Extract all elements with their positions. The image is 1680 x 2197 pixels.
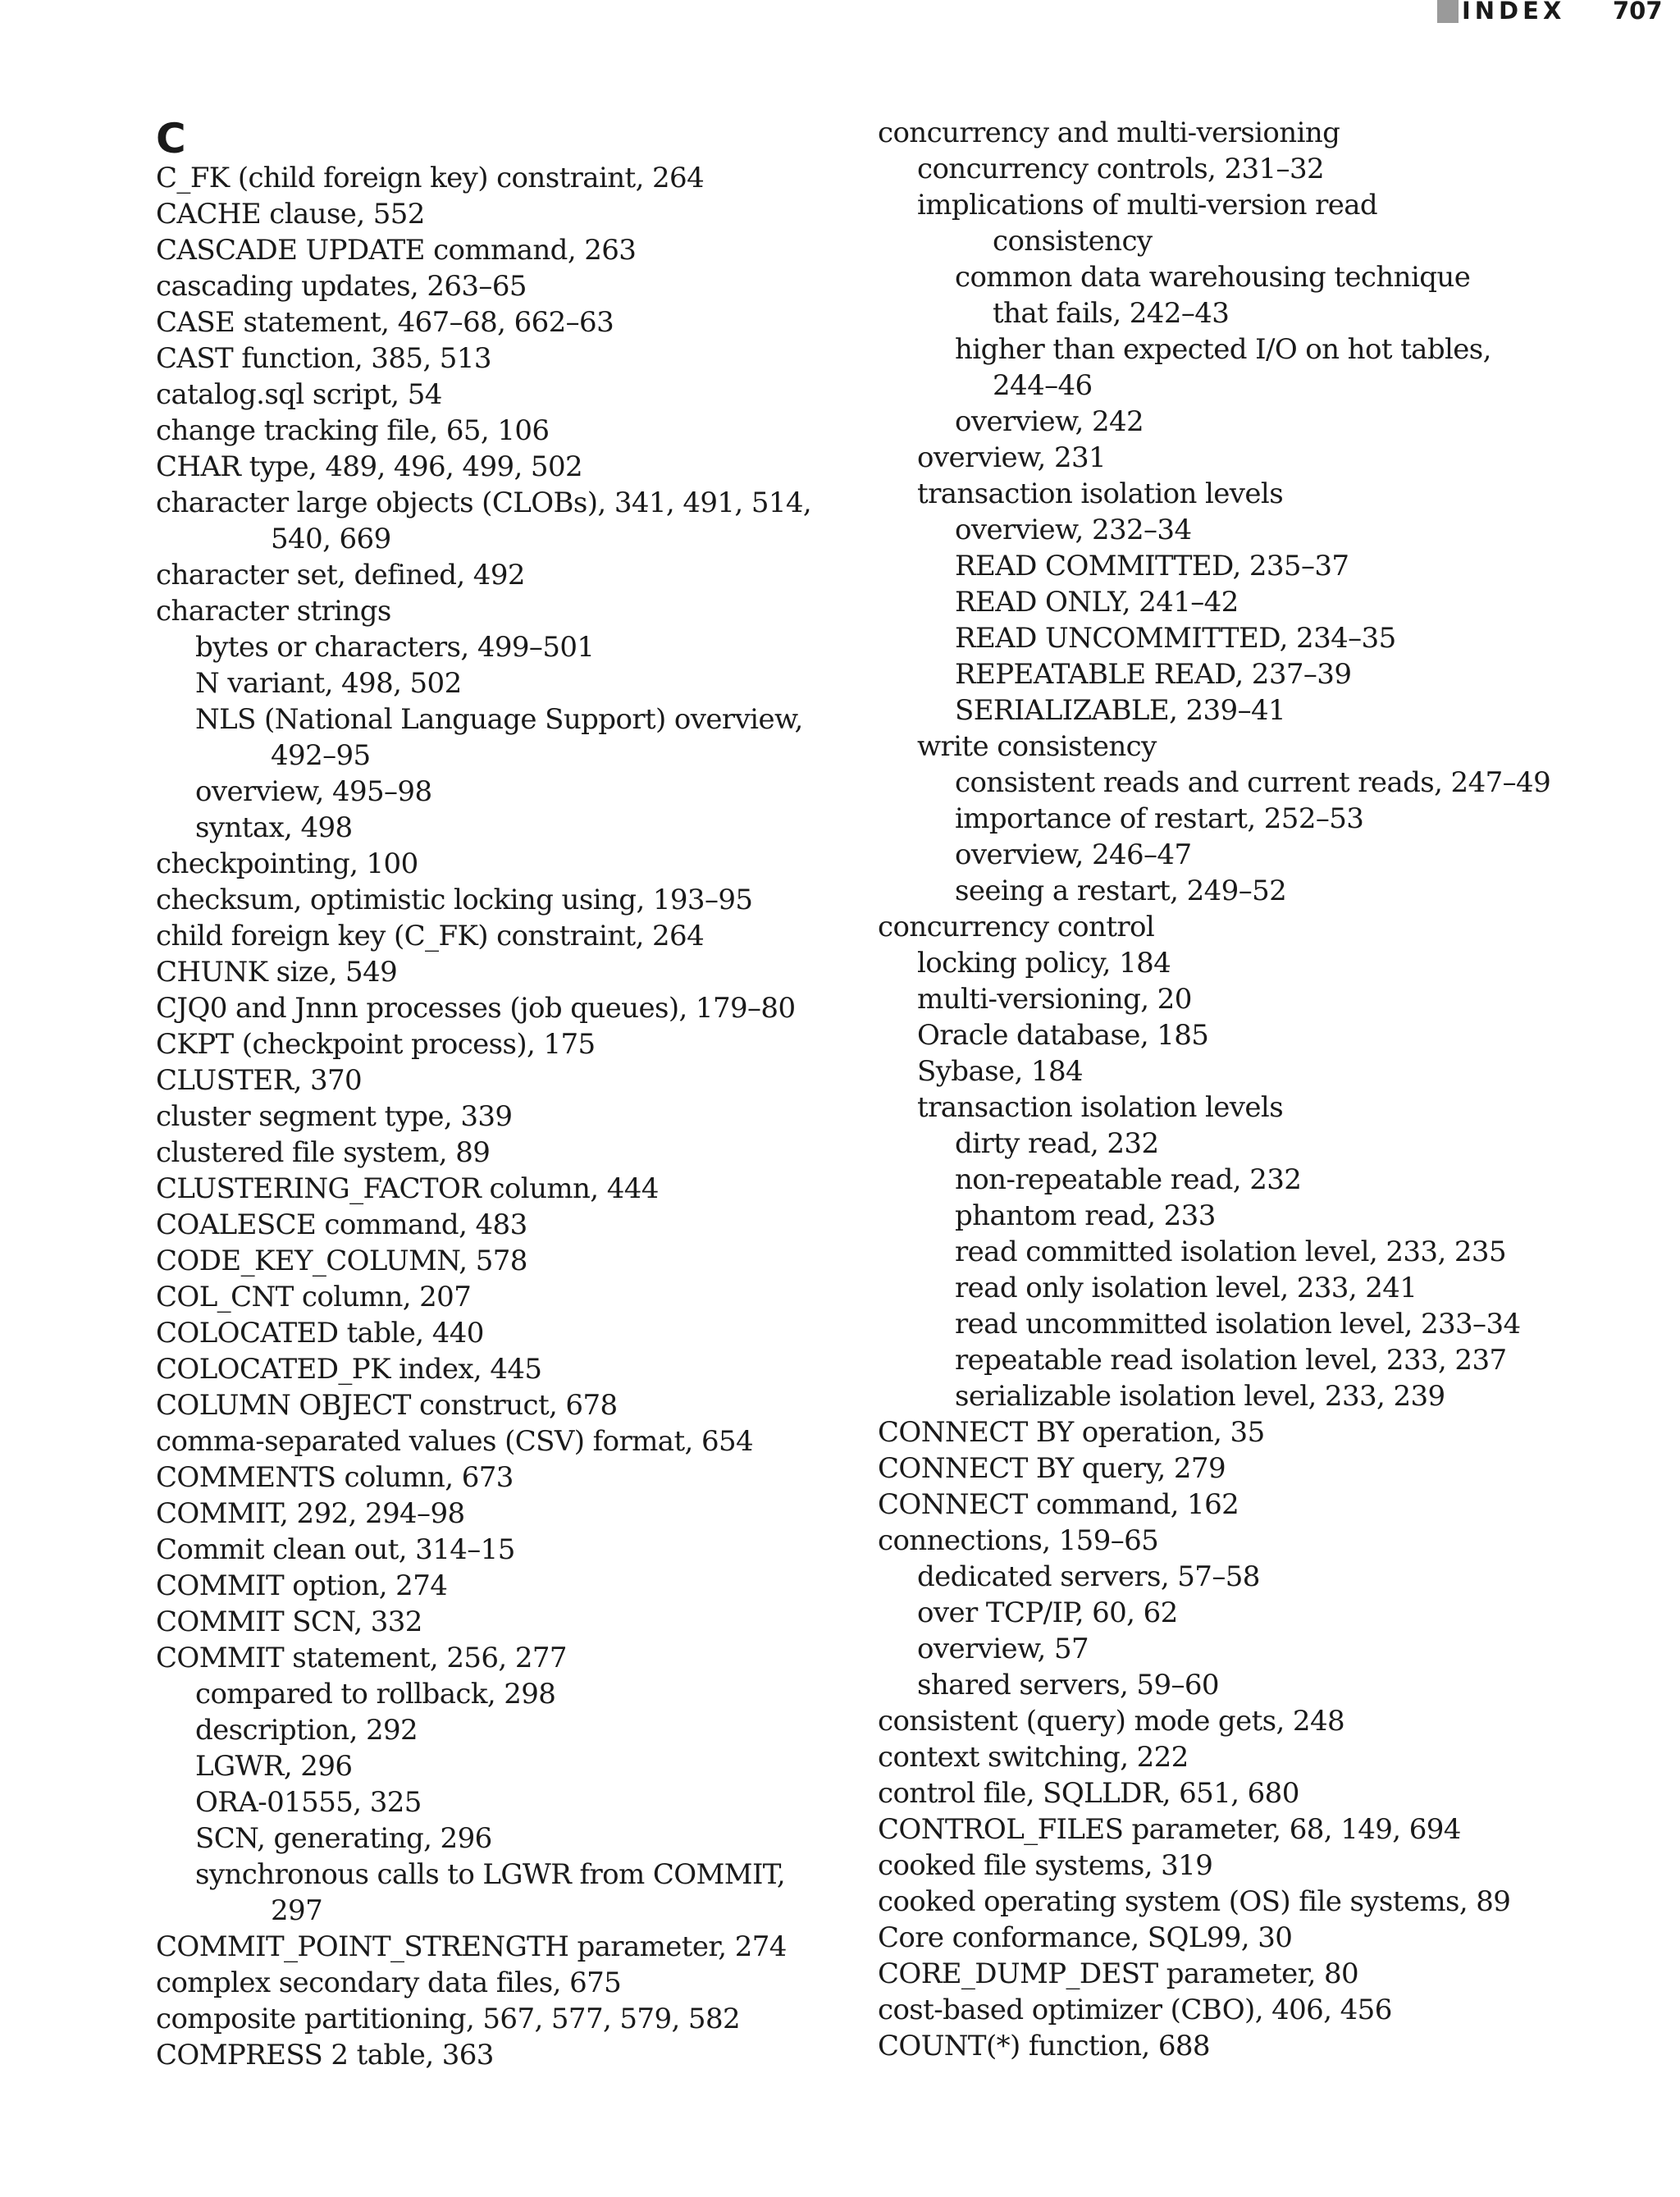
- index-subentry: Sybase, 184: [917, 1055, 1084, 1088]
- index-entry: child foreign key (C_FK) constraint, 264: [156, 920, 705, 952]
- index-entry: cascading updates, 263–65: [156, 270, 527, 303]
- index-subentry: write consistency: [917, 730, 1157, 763]
- index-entry: control file, SQLLDR, 651, 680: [878, 1777, 1299, 1810]
- index-subsubentry: seeing a restart, 249–52: [955, 875, 1287, 907]
- index-subsubentry: read only isolation level, 233, 241: [955, 1272, 1418, 1304]
- index-entry: COMMIT statement, 256, 277: [156, 1642, 567, 1674]
- index-subsubentry: READ UNCOMMITTED, 234–35: [955, 622, 1396, 655]
- index-entry: character set, defined, 492: [156, 559, 525, 592]
- index-entry: connections, 159–65: [878, 1524, 1159, 1557]
- index-subentry: syntax, 498: [195, 811, 353, 844]
- index-entry: CASE statement, 467–68, 662–63: [156, 306, 614, 339]
- running-header: [0, 0, 1680, 33]
- index-subsubentry: higher than expected I/O on hot tables,: [955, 333, 1491, 366]
- index-subentry: synchronous calls to LGWR from COMMIT,: [195, 1858, 786, 1891]
- index-entry-list: [156, 160, 861, 2073]
- index-subentry: dedicated servers, 57–58: [917, 1560, 1260, 1593]
- header-marker-bar: [1437, 0, 1459, 23]
- index-entry: COMMENTS column, 673: [156, 1461, 514, 1494]
- index-subsubentry: dirty read, 232: [955, 1127, 1159, 1160]
- index-entry: character strings: [156, 595, 391, 628]
- index-entry: Core conformance, SQL99, 30: [878, 1921, 1293, 1954]
- index-subsubentry: common data warehousing technique: [955, 261, 1471, 294]
- index-entry: CJQ0 and Jnnn processes (job queues), 179–80: [156, 992, 796, 1025]
- index-entry: CASCADE UPDATE command, 263: [156, 234, 637, 267]
- index-subentry: over TCP/IP, 60, 62: [917, 1596, 1178, 1629]
- index-subsubentry: importance of restart, 252–53: [955, 802, 1364, 835]
- index-entry: comma-separated values (CSV) format, 654: [156, 1425, 754, 1458]
- index-subsubentry: read committed isolation level, 233, 235: [955, 1236, 1506, 1268]
- index-subentry: overview, 57: [917, 1633, 1089, 1665]
- index-entry: CACHE clause, 552: [156, 198, 425, 231]
- index-subentry: implications of multi-version read: [917, 189, 1378, 222]
- index-subsubentry: READ ONLY, 241–42: [955, 586, 1239, 619]
- index-entry: COMMIT SCN, 332: [156, 1606, 422, 1638]
- index-entry: COUNT(*) function, 688: [878, 2030, 1210, 2062]
- index-subsubentry: READ COMMITTED, 235–37: [955, 550, 1349, 582]
- index-entry: CHUNK size, 549: [156, 956, 398, 989]
- index-entry: concurrency and multi-versioning: [878, 116, 1340, 149]
- index-entry-continuation: consistency: [993, 225, 1153, 258]
- index-entry: CHAR type, 489, 496, 499, 502: [156, 450, 583, 483]
- index-subsubentry: non-repeatable read, 232: [955, 1163, 1302, 1196]
- index-subentry: compared to rollback, 298: [195, 1678, 556, 1711]
- index-entry-continuation: 297: [271, 1894, 323, 1927]
- index-subentry: N variant, 498, 502: [195, 667, 462, 700]
- index-entry: COLOCATED table, 440: [156, 1317, 484, 1350]
- index-subsubentry: serializable isolation level, 233, 239: [955, 1380, 1445, 1413]
- index-entry: COMMIT_POINT_STRENGTH parameter, 274: [156, 1930, 787, 1963]
- index-subentry: LGWR, 296: [195, 1750, 353, 1783]
- index-entry: CLUSTER, 370: [156, 1064, 363, 1097]
- index-entry: context switching, 222: [878, 1741, 1189, 1774]
- index-entry: COMMIT, 292, 294–98: [156, 1497, 465, 1530]
- index-column-left: [156, 115, 861, 2073]
- index-entry: cost-based optimizer (CBO), 406, 456: [878, 1994, 1392, 2026]
- index-entry: character large objects (CLOBs), 341, 491, 514,: [156, 486, 812, 519]
- index-subsubentry: consistent reads and current reads, 247–49: [955, 766, 1551, 799]
- index-subentry: multi-versioning, 20: [917, 983, 1192, 1016]
- index-entry: CAST function, 385, 513: [156, 342, 491, 375]
- index-entry: change tracking file, 65, 106: [156, 414, 550, 447]
- index-subsubentry: SERIALIZABLE, 239–41: [955, 694, 1286, 727]
- index-entry-continuation: 244–46: [993, 369, 1093, 402]
- index-entry: catalog.sql script, 54: [156, 378, 442, 411]
- index-subentry: transaction isolation levels: [917, 477, 1284, 510]
- index-entry-list: [878, 115, 1583, 2064]
- index-entry: CONNECT command, 162: [878, 1488, 1239, 1521]
- index-subentry: shared servers, 59–60: [917, 1669, 1219, 1701]
- index-entry: checkpointing, 100: [156, 847, 418, 880]
- index-subsubentry: REPEATABLE READ, 237–39: [955, 658, 1352, 691]
- index-subentry: transaction isolation levels: [917, 1091, 1284, 1124]
- index-entry: cooked file systems, 319: [878, 1849, 1213, 1882]
- header-section-label: INDEX: [1462, 0, 1566, 25]
- index-entry: CODE_KEY_COLUMN, 578: [156, 1245, 527, 1277]
- index-entry: CONNECT BY query, 279: [878, 1452, 1226, 1485]
- index-subsubentry: overview, 246–47: [955, 838, 1192, 871]
- index-column-right: [878, 115, 1583, 2064]
- index-subsubentry: read uncommitted isolation level, 233–34: [955, 1308, 1521, 1341]
- index-entry: COMMIT option, 274: [156, 1569, 448, 1602]
- index-entry-continuation: that fails, 242–43: [993, 297, 1230, 330]
- index-entry: C_FK (child foreign key) constraint, 264: [156, 162, 705, 194]
- index-subentry: SCN, generating, 296: [195, 1822, 492, 1855]
- index-entry: consistent (query) mode gets, 248: [878, 1705, 1345, 1738]
- index-entry: cluster segment type, 339: [156, 1100, 513, 1133]
- index-subsubentry: overview, 232–34: [955, 514, 1192, 546]
- index-entry: COL_CNT column, 207: [156, 1281, 472, 1313]
- index-entry: composite partitioning, 567, 577, 579, 582: [156, 2003, 741, 2035]
- index-entry: COLOCATED_PK index, 445: [156, 1353, 542, 1386]
- index-entry: clustered file system, 89: [156, 1136, 491, 1169]
- index-subsubentry: repeatable read isolation level, 233, 237: [955, 1344, 1507, 1377]
- index-entry: cooked operating system (OS) file systems, 89: [878, 1885, 1511, 1918]
- index-entry: COALESCE command, 483: [156, 1208, 527, 1241]
- index-entry: CONTROL_FILES parameter, 68, 149, 694: [878, 1813, 1461, 1846]
- index-entry: CONNECT BY operation, 35: [878, 1416, 1265, 1449]
- index-subentry: overview, 495–98: [195, 775, 432, 808]
- index-subentry: Oracle database, 185: [917, 1019, 1209, 1052]
- index-entry: Commit clean out, 314–15: [156, 1533, 515, 1566]
- index-subentry: description, 292: [195, 1714, 418, 1747]
- index-entry-continuation: 492–95: [271, 739, 371, 772]
- index-entry: COLUMN OBJECT construct, 678: [156, 1389, 618, 1422]
- index-subentry: locking policy, 184: [917, 947, 1171, 980]
- index-entry: complex secondary data files, 675: [156, 1966, 622, 1999]
- section-letter-heading: C: [156, 115, 186, 162]
- index-entry: concurrency control: [878, 911, 1155, 943]
- index-entry: CORE_DUMP_DEST parameter, 80: [878, 1957, 1359, 1990]
- index-subsubentry: overview, 242: [955, 405, 1144, 438]
- index-subentry: bytes or characters, 499–501: [195, 631, 595, 664]
- index-subsubentry: phantom read, 233: [955, 1199, 1216, 1232]
- index-entry: COMPRESS 2 table, 363: [156, 2039, 494, 2071]
- index-subentry: NLS (National Language Support) overview,: [195, 703, 803, 736]
- page-number: 707: [1613, 0, 1663, 25]
- index-subentry: concurrency controls, 231–32: [917, 153, 1325, 185]
- index-subentry: overview, 231: [917, 441, 1107, 474]
- index-entry: CLUSTERING_FACTOR column, 444: [156, 1172, 659, 1205]
- index-entry-continuation: 540, 669: [271, 523, 391, 555]
- index-entry: CKPT (checkpoint process), 175: [156, 1028, 596, 1061]
- index-subentry: ORA-01555, 325: [195, 1786, 422, 1819]
- index-entry: checksum, optimistic locking using, 193–95: [156, 884, 753, 916]
